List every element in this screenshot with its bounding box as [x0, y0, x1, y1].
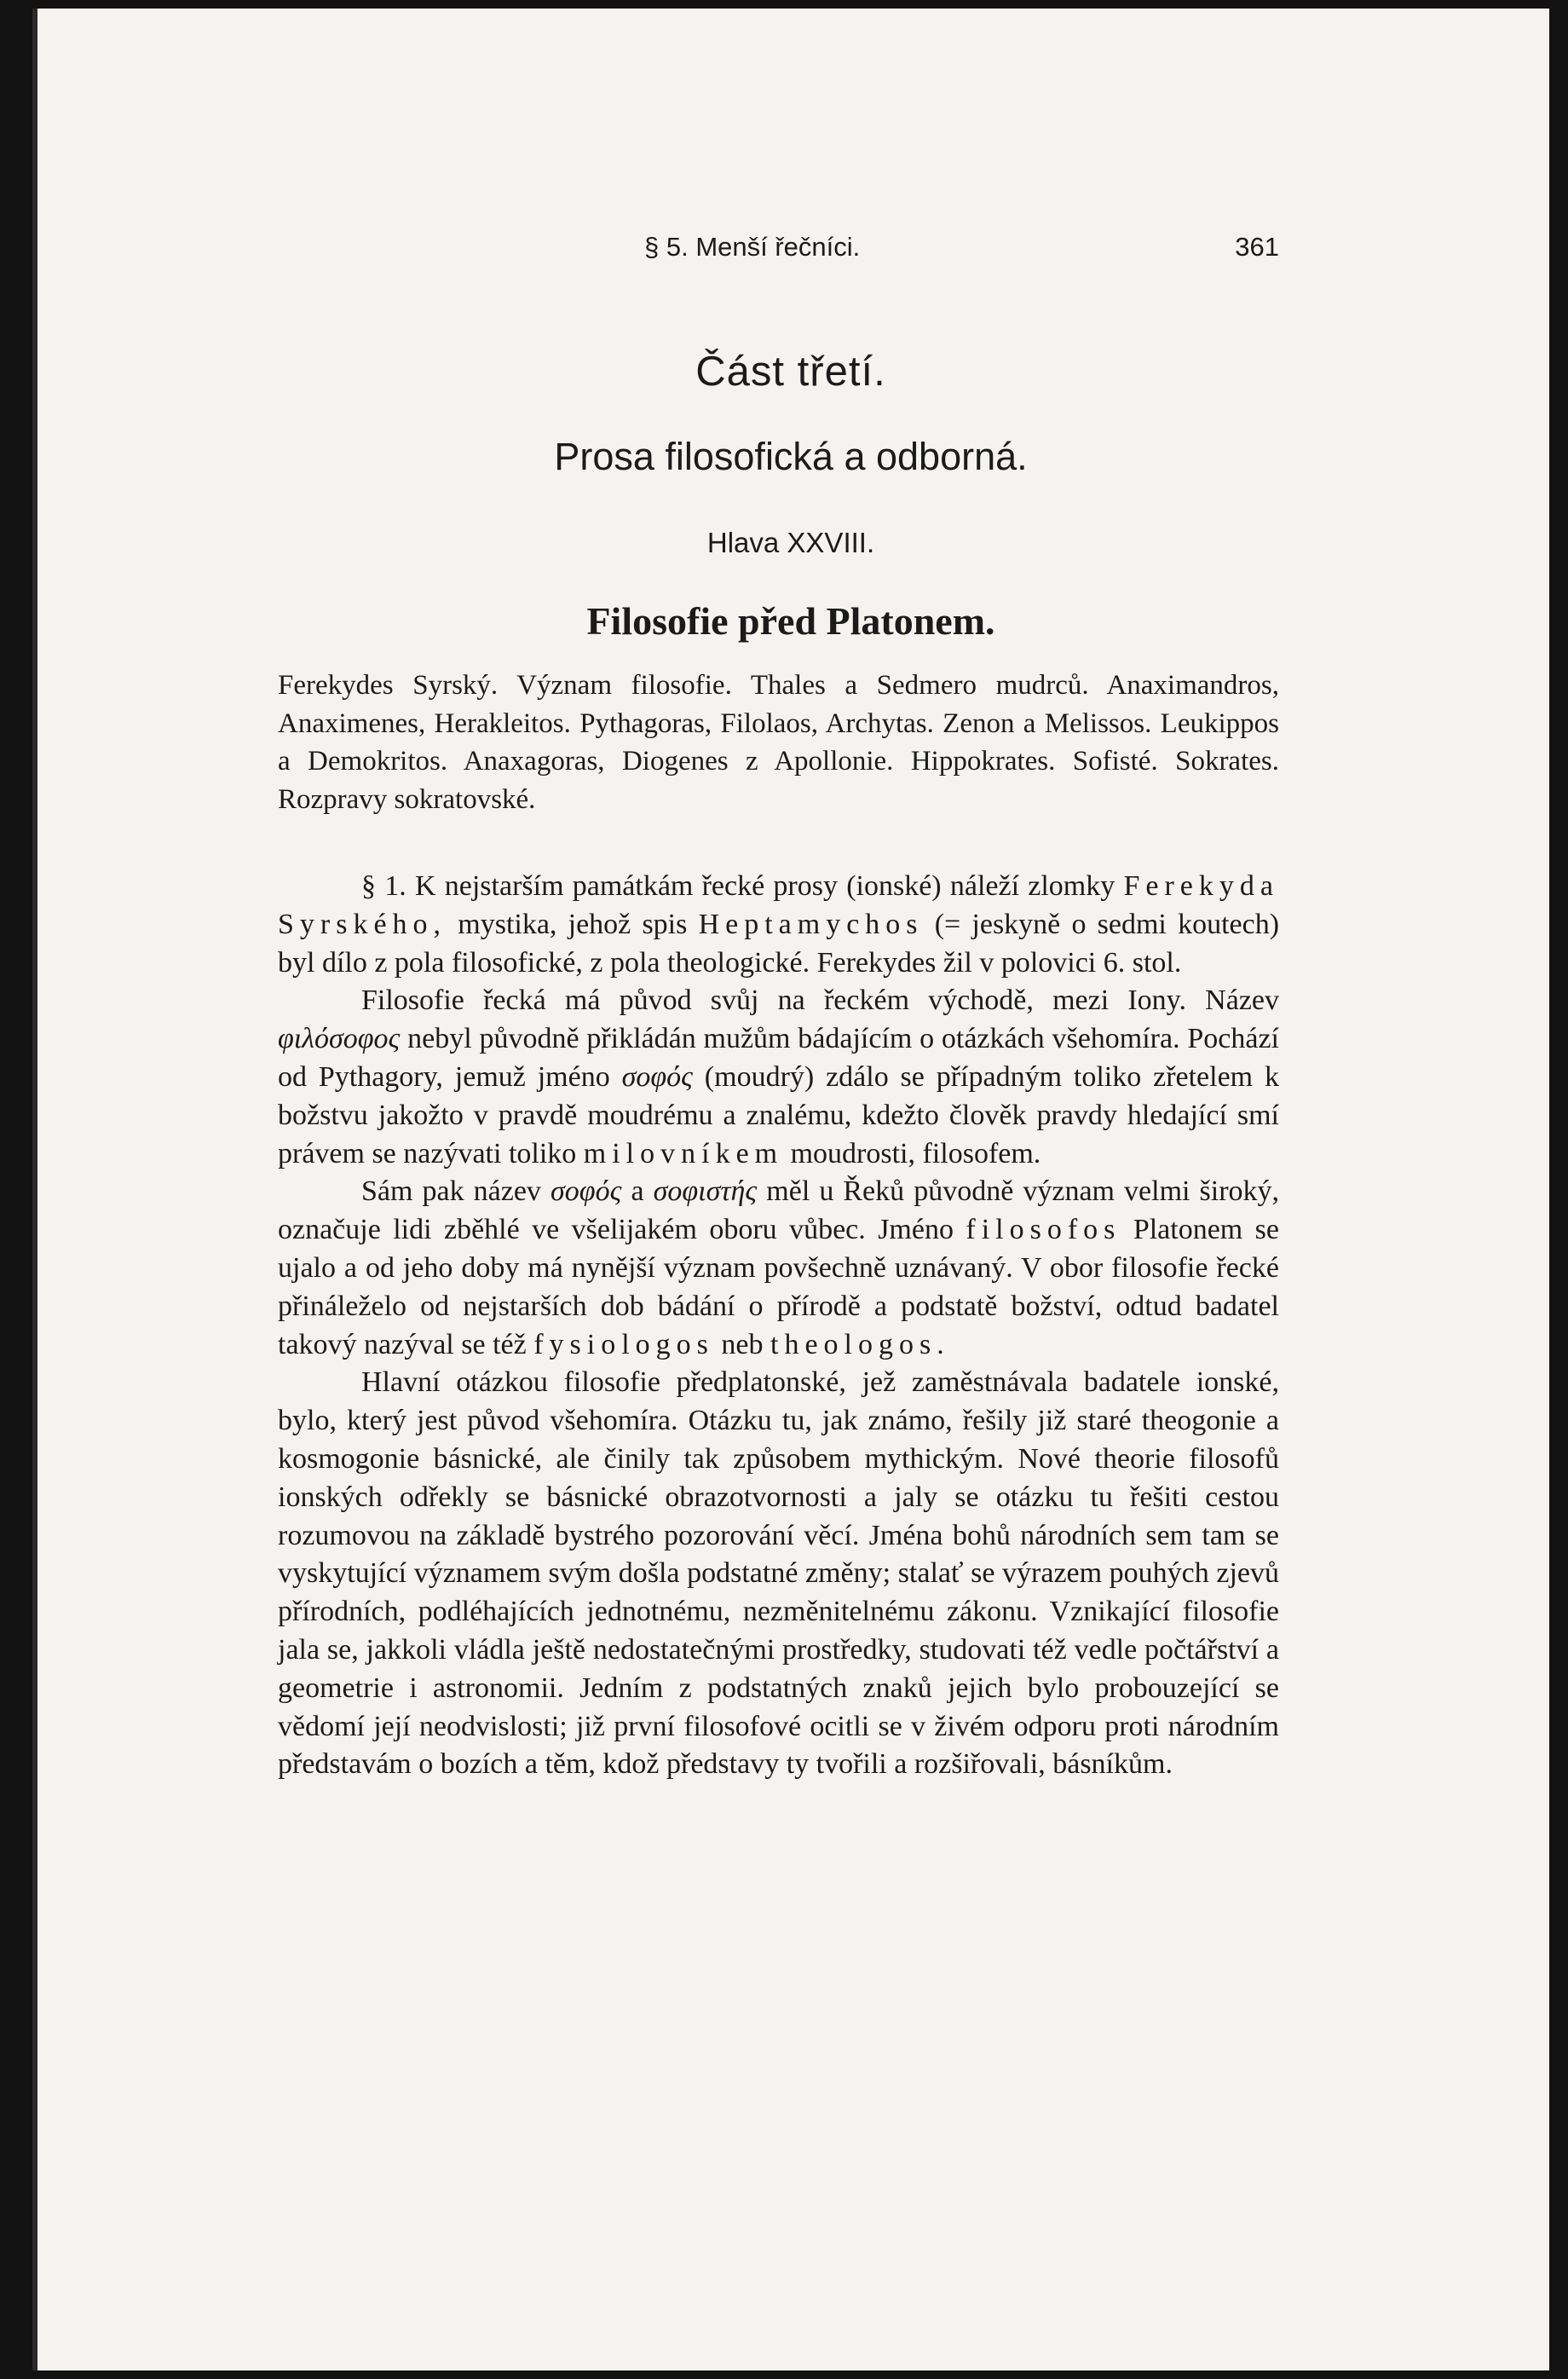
page-number: 361: [1235, 232, 1279, 262]
chapter-label: Hlava XXVIII.: [706, 527, 875, 558]
part-title: Část třetí.: [695, 349, 886, 395]
paragraph-3: Sám pak název σοφός a σοφιστής měl u Řeků původně význam velmi široký, označuje lidi zběhlé ve všelijakém oboru vůbec. Jméno filosofos Platonem se ujalo a od jeho doby má nynější význam povšechně uznávaný. V obor filosofie řecké přináleželo od nejstarších dob bádání o přírodě a podstatě božství, odtud badatel takový nazýval se též fysiologos neb theologos.: [278, 1175, 1280, 1360]
book-page: [32, 9, 1549, 2370]
running-head-title: § 5. Menší řečníci.: [644, 232, 861, 262]
paragraph-1: § 1. K nejstarším památkám řecké prosy (ionské) náleží zlomky Ferekyda Syrského, mystika, jehož spis Heptamychos (= jeskyně o sedmi koutech) byl dílo z pola filosofické, z pola theologické. Ferekydes žil v polovici 6. stol.: [278, 870, 1280, 979]
chapter-title: Filosofie před Platonem.: [586, 599, 995, 643]
body-text: [278, 868, 1279, 1784]
paragraph-2: Filosofie řecká má původ svůj na řeckém východě, mezi Iony. Název φιλόσοφος nebyl původně přikládán mužům bádajícím o otázkách všehomíra. Pochází od Pythagory, jemuž jméno σοφός (moudrý) zdálo se případným toliko zřetelem k božstvu jakožto v pravdě moudrému a znalému, kdežto člověk pravdy hledající smí právem se nazývati toliko milovníkem moudrosti, filosofem.: [278, 985, 1279, 1169]
chapter-summary: Ferekydes Syrský. Význam filosofie. Thales a Sedmero mudrců. Anaximandros, Anaximenes, Herakleitos. Pythagoras, Filolaos, Archytas. Zenon a Melissos. Leukippos a Demokritos. Anaxagoras, Diogenes z Apollonie. Hippokrates. Sofisté. Sokrates. Rozpravy sokratovské.: [278, 670, 1279, 815]
part-subtitle: Prosa filosofická a odborná.: [554, 435, 1028, 478]
paragraph-4: Hlavní otázkou filosofie předplatonské, jež zaměstnávala badatele ionské, bylo, který jest původ všehomíra. Otázku tu, jak známo, řešily již staré theogonie a kosmogonie básnické, ale činily tak způsobem mythickým. Nové theorie filosofů ionských odřekly se básnické obrazotvornosti a jaly se otázku tu řešiti cestou rozumovou na základě bystrého pozorování věcí. Jména bohů národních sem tam se vyskytující významem svým došla podstatné změny; stalať se výrazem pouhých zjevů přírodních, podléhajících jednotnému, nezměnitelnému zákonu. Vznikající filosofie jala se, jakkoli vládla ještě nedostatečnými prostředky, studovati též vedle počtářství a geometrie i astronomii. Jedním z podstatných znaků jejich bylo probouzející se vědomí její neodvislosti; již první filosofové ocitli se v živém odporu proti národním představám o bozích a těm, kdož představy ty tvořili a rozšiřovali, básníkům.: [278, 1366, 1279, 1781]
